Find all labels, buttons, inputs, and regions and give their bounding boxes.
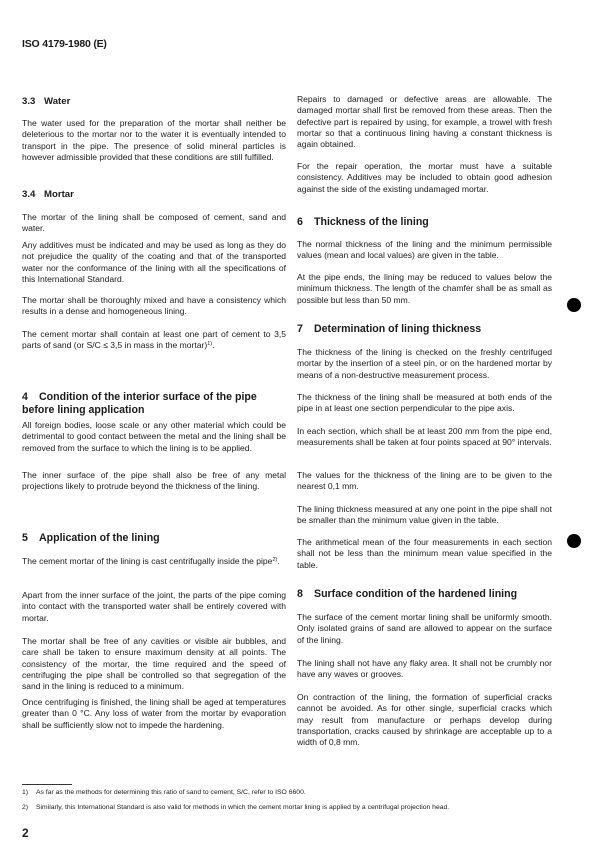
paragraph: The lining thickness measured at any one point in the pipe shall not be smaller than the minimum value given in the table. <box>297 504 552 526</box>
paragraph: In each section, which shall be at least 200 mm from the pipe end, measurements shall be taken at four points spaced at 90° intervals. <box>297 426 552 448</box>
paragraph: The surface of the cement mortar lining shall be uniformly smooth. Only isolated grains of sand are allowed to appear on the surface of the lining. <box>297 612 552 645</box>
margin-dot-icon <box>567 534 581 548</box>
section-number: 6 <box>297 216 303 228</box>
paragraph-text: The cement mortar shall contain at least one part of cement to 3,5 parts of sand (or S/C ≤ 3,5 in mass in the mortar) <box>22 329 286 351</box>
paragraph: Apart from the inner surface of the joint, the parts of the pipe coming into contact with the transported water shall be entirely covered with mortar. <box>22 590 286 623</box>
paragraph: Once centrifuging is finished, the lining shall be aged at temperatures greater than 0 °C. Any loss of water from the mortar by evaporation shall be sufficiently slow not to impede the hardening. <box>22 697 286 730</box>
paragraph: The normal thickness of the lining and the minimum permissible values (mean and local values) are given in the table. <box>297 239 552 261</box>
section-number: 8 <box>297 588 303 600</box>
section-heading-6 <box>297 216 552 229</box>
paragraph: Repairs to damaged or defective areas are allowable. The damaged mortar shall first be removed from these areas. Then the defective part is repaired by using, for example, a trowel with fresh mortar so that a continuous lining having a constant thickness is again obtained. <box>297 94 552 150</box>
margin-dot-icon <box>567 298 581 312</box>
paragraph: The water used for the preparation of the mortar shall neither be deleterious to the mortar nor to the water it is eventually intended to transport in the pipe. The presence of solid mineral particles is however admissible provided that these conditions are still fulfilled. <box>22 118 286 162</box>
section-heading-5 <box>22 532 286 545</box>
section-heading-3-4 <box>22 189 286 202</box>
section-title: Condition of the interior surface of the pipe before lining application <box>22 391 257 416</box>
paragraph-end: . <box>277 556 280 566</box>
section-number: 3.4 <box>22 189 36 200</box>
paragraph: The lining shall not have any flaky area. It shall not be crumbly nor have any waves or grooves. <box>297 658 552 680</box>
paragraph: At the pipe ends, the lining may be reduced to values below the minimum thickness. The length of the chamfer shall be as small as possible but less than 50 mm. <box>297 272 552 305</box>
section-heading-7 <box>297 323 552 336</box>
paragraph: The mortar shall be thoroughly mixed and have a consistency which results in a dense and homogeneous lining. <box>22 295 286 317</box>
footnote-text: Similarly, this International Standard is also valid for methods in which the cement mortar lining is applied by a centrifugal projection head. <box>36 804 450 811</box>
footnote-text: As far as the methods for determining this ratio of sand to cement, S/C, refer to ISO 6600. <box>36 789 306 796</box>
section-title: Surface condition of the hardened lining <box>314 588 518 600</box>
paragraph: The arithmetical mean of the four measurements in each section shall not be less than the minimum mean value specified in the table. <box>297 537 552 570</box>
paragraph: Any additives must be indicated and may be used as long as they do not prejudice the quality of the coating and that of the transported water nor the conformance of the lining with all the specifications of this International Standard. <box>22 240 286 284</box>
section-title: Thickness of the lining <box>314 216 429 228</box>
footnote-2 <box>22 803 592 812</box>
paragraph: For the repair operation, the mortar must have a suitable consistency. Additives may be included to obtain good adhesion against the side of the existing undamaged mortar. <box>297 161 552 194</box>
paragraph: The mortar shall be free of any cavities or visible air bubbles, and care shall be taken to ensure maximum density at all points. The consistency of the mortar, the time required and the speed of centrifuging the pipe shall be controlled so that segregation of the sand in the lining is reduced to a minimum. <box>22 636 286 692</box>
footnote-divider <box>22 784 72 785</box>
footnote-1 <box>22 788 592 797</box>
footnote-number: 2) <box>22 804 29 811</box>
paragraph: All foreign bodies, loose scale or any other material which could be detrimental to good contact between the metal and the lining shall be removed from the surface to which the lining is to be applied. <box>22 420 286 453</box>
document-header: ISO 4179-1980 (E) <box>22 38 107 50</box>
paragraph <box>22 329 286 352</box>
section-number: 3.3 <box>22 96 36 107</box>
footnote-ref[interactable]: 2) <box>272 557 278 563</box>
paragraph: The thickness of the lining is checked on the freshly centrifuged mortar by the insertion of a steel pin, or on the hardened mortar by means of a non-destructive measurement process. <box>297 347 552 380</box>
paragraph: On contraction of the lining, the formation of superficial cracks cannot be avoided. As for other single, superficial cracks which may result from manufacture or perhaps develop during transportation, cracks caused by shrinkage are acceptable up to a width of 0,8 mm. <box>297 692 552 748</box>
paragraph-text: The cement mortar of the lining is cast centrifugally inside the pipe <box>22 556 273 566</box>
paragraph: The values for the thickness of the lining are to be given to the nearest 0,1 mm. <box>297 470 552 492</box>
paragraph: The mortar of the lining shall be composed of cement, sand and water. <box>22 212 286 234</box>
page-number: 2 <box>22 826 29 840</box>
paragraph-end: . <box>212 340 215 351</box>
footnote-ref[interactable]: 1) <box>207 341 213 348</box>
section-heading-4 <box>22 391 286 416</box>
section-title: Application of the lining <box>39 532 160 544</box>
section-number: 7 <box>297 323 303 335</box>
paragraph: The inner surface of the pipe shall also be free of any metal projections likely to protrude beyond the thickness of the lining. <box>22 470 286 492</box>
paragraph: The thickness of the lining shall be measured at both ends of the pipe in at least one section perpendicular to the pipe axis. <box>297 392 552 414</box>
section-number: 5 <box>22 532 28 544</box>
section-heading-3-3 <box>22 96 286 109</box>
section-number: 4 <box>22 391 28 403</box>
section-heading-8 <box>297 588 552 601</box>
footnote-number: 1) <box>22 789 29 796</box>
section-title: Determination of lining thickness <box>314 323 482 335</box>
section-title: Mortar <box>44 189 74 200</box>
section-title: Water <box>44 96 71 107</box>
paragraph <box>22 556 286 567</box>
